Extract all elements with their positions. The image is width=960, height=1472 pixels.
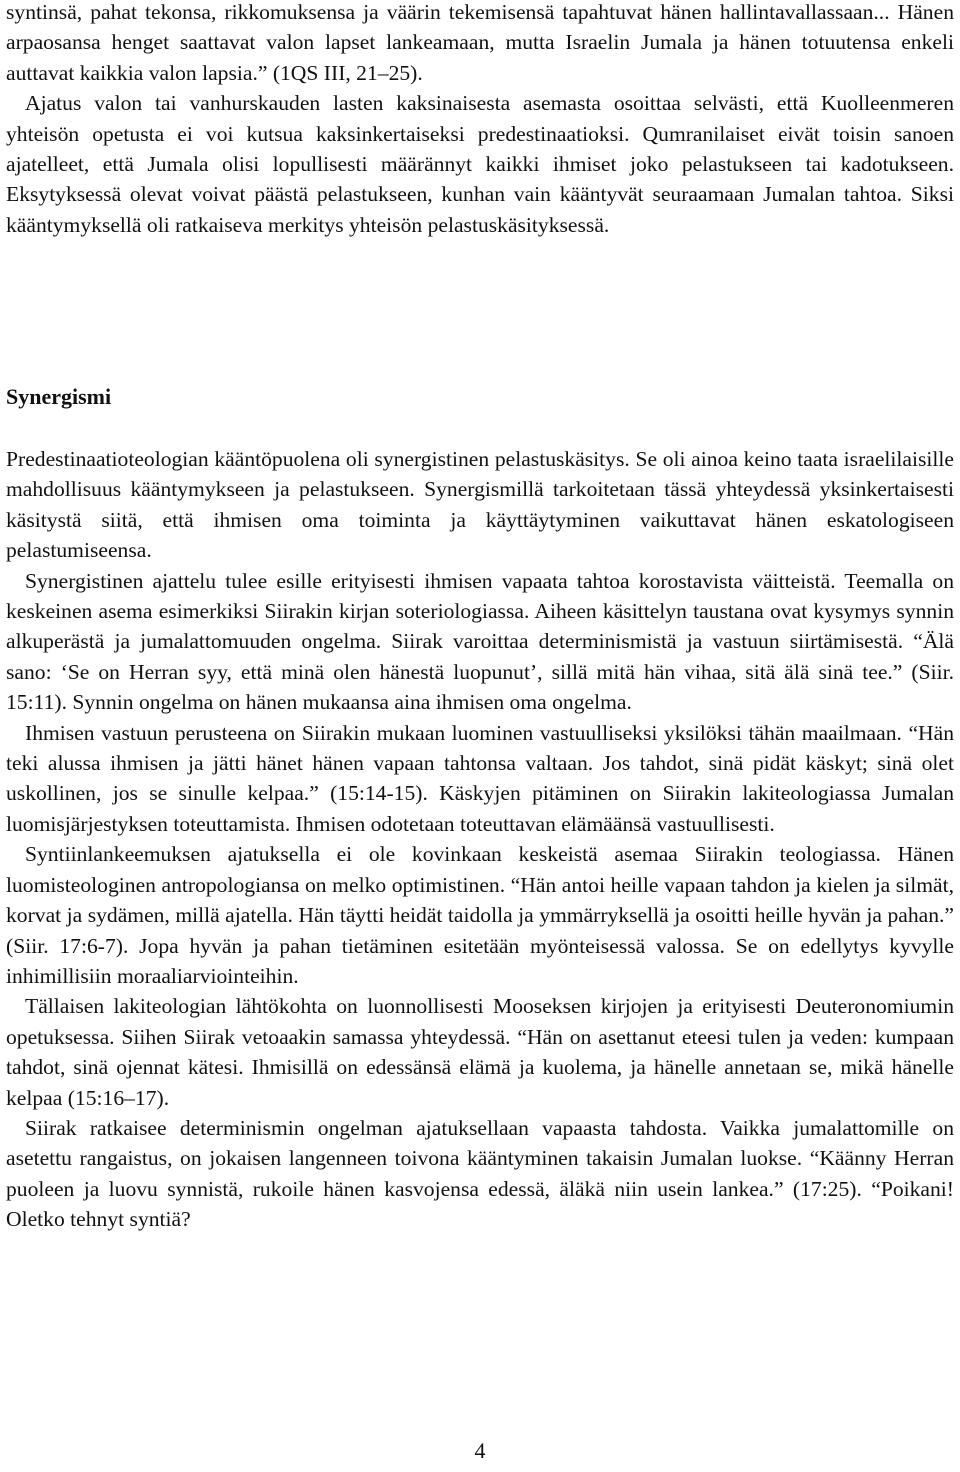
paragraph-synergism-intro: Predestinaatioteologian kääntöpuolena oli synergistinen pelastuskäsitys. Se oli ainoa keino taata israelilaisille mahdollisuus kääntymykseen ja pelastukseen. Synergismillä tarkoitetaan tässä yhteydessä yksinkertaisesti käsitystä siitä, että ihmisen oma toiminta ja käyttäytyminen vaikuttavat hänen eskatologiseen pelastumiseensa. xyxy=(6,447,954,563)
page-number: 4 xyxy=(474,1438,486,1463)
document-page xyxy=(6,0,954,1472)
section-heading: Synergismi xyxy=(6,384,112,409)
paragraph-fall-of-man: Syntiinlankeemuksen ajatuksella ei ole kovinkaan keskeistä asemaa Siirakin teologiassa. Hänen luomisteologinen antropologiansa on melko optimistinen. “Hän antoi heille vapaan tahdon ja kielen ja silmät, korvat ja sydämen, millä ajatella. Hän täytti heidät taidolla ja ymmärryksellä ja osoitti heille hyvän ja pahan.” (Siir. 17:6-7). Jopa hyvän ja pahan tietäminen esitetään myönteisessä valossa. Se on edellytys kyvylle inhimillisiin moraaliarviointeihin. xyxy=(6,842,954,988)
paragraph-free-will: Synergistinen ajattelu tulee esille erityisesti ihmisen vapaata tahtoa korostavista väitteistä. Teemalla on keskeinen asema esimerkiksi Siirakin kirjan soteriologiassa. Aiheen käsittelyn taustana ovat kysymys synnin alkuperästä ja jumalattomuuden ongelma. Siirak varoittaa determinismistä ja vastuun siirtämisestä. “Älä sano: ‘Se on Herran syy, että minä olen hänestä luopunut’, sillä mitä hän vihaa, sitä älä sinä tee.” (Siir. 15:11). Synnin ongelma on hänen mukaansa aina ihmisen oma ongelma. xyxy=(6,568,954,715)
synergism-text-block xyxy=(6,444,954,1235)
intro-text-block xyxy=(6,0,954,240)
paragraph-continued-quote: syntinsä, pahat tekonsa, rikkomuksensa ja väärin tekemisensä tapahtuvat hänen hallintavallassaan... Hänen arpaosansa henget saattavat valon lapset lankeamaan, mutta Israelin Jumala ja hänen totuutensa enkeli auttavat kaikkia valon lapsia.” (1QS III, 21‒25). xyxy=(6,0,954,85)
paragraph-responsibility: Ihmisen vastuun perusteena on Siirakin mukaan luominen vastuulliseksi yksilöksi tähän maailmaan. “Hän teki alussa ihmisen ja jätti hänet hänen vapaan tahtonsa valtaan. Jos tahdot, sinä pidät käskyt; sinä olet uskollinen, jos se sinulle kelpaa.” (15:14-15). Käskyjen pitäminen on Siirakin lakiteologiassa Jumalan luomisjärjestyksen toteuttamista. Ihmisen odotetaan toteuttavan elämäänsä vastuullisesti. xyxy=(6,720,954,836)
paragraph-dual-status: Ajatus valon tai vanhurskauden lasten kaksinaisesta asemasta osoittaa selvästi, että Kuolleenmeren yhteisön opetusta ei voi kutsua kaksinkertaiseksi predestinaatioksi. Qumranilaiset eivät toisin sanoen ajatelleet, että Jumala olisi lopullisesti määrännyt kaikki ihmiset joko pelastukseen tai kadotukseen. Eksytyksessä olevat voivat päästä pelastukseen, kunhan vain kääntyvät seuraamaan Jumalan tahtoa. Siksi kääntymyksellä oli ratkaiseva merkitys yhteisön pelastuskäsityksessä. xyxy=(6,91,954,237)
paragraph-law-theology: Tällaisen lakiteologian lähtökohta on luonnollisesti Mooseksen kirjojen ja erityisesti Deuteronomiumin opetuksessa. Siihen Siirak vetoaakin samassa yhteydessä. “Hän on asettanut eteesi tulen ja veden: kumpaan tahdot, sinä ojennat kätesi. Ihmisillä on edessänsä elämä ja kuolema, ja hänelle annetaan se, mikä hänelle kelpaa (15:16‒17). xyxy=(6,994,954,1110)
paragraph-determinism-solution: Siirak ratkaisee determinismin ongelman ajatuksellaan vapaasta tahdosta. Vaikka jumalattomille on asetettu rangaistus, on jokaisen langenneen toivona kääntyminen takaisin Jumalan luokse. “Käänny Herran puoleen ja luovu synnistä, rukoile hänen kasvojensa edessä, äläkä niin usein lankea.” (17:25). “Poikani! Oletko tehnyt syntiä? xyxy=(6,1115,954,1232)
